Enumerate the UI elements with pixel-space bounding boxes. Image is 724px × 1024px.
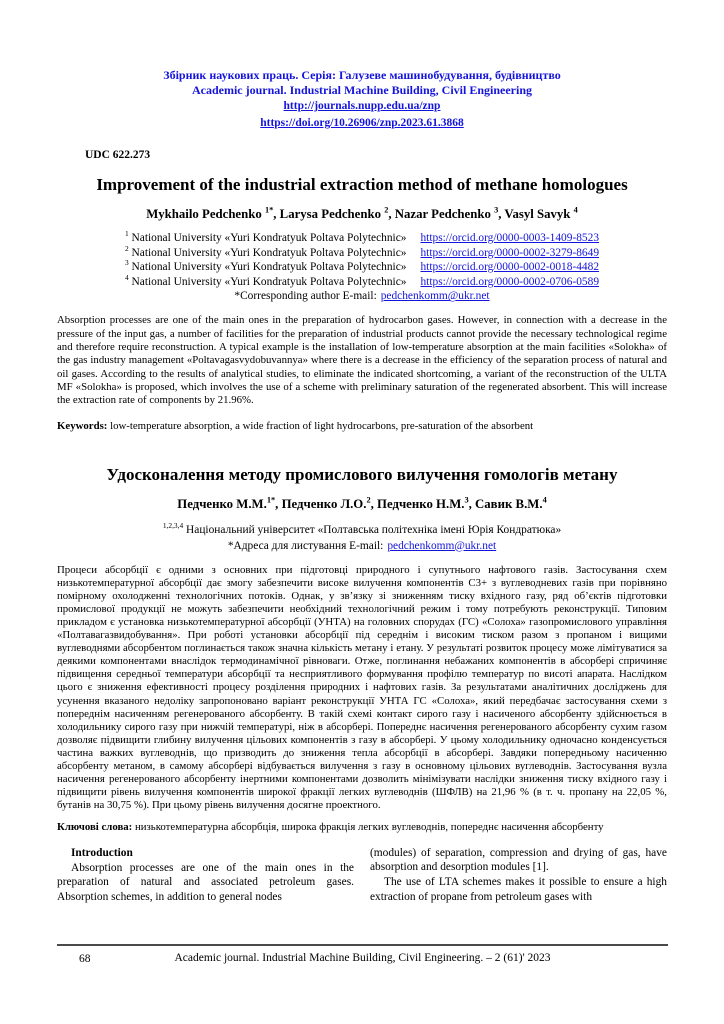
article-title-en: Improvement of the industrial extraction method of methane homologues	[96, 175, 628, 194]
author-name: Савик В.М.	[475, 497, 543, 512]
author-sup: 4	[573, 205, 578, 215]
author-sep: ,	[388, 207, 392, 221]
affiliation-sup: 2	[124, 243, 129, 253]
author-name: Педченко Н.М.	[377, 497, 465, 512]
journal-title-uk: Збірник наукових праць. Серія: Галузеве машинобудування, будівництво	[163, 68, 561, 82]
article-title-uk: Удосконалення методу промислового вилучення гомологів метану	[106, 465, 618, 485]
affiliation-uk	[57, 523, 667, 554]
affiliation-line	[57, 272, 667, 290]
author-name: Педченко Л.О.	[281, 497, 367, 512]
author-name: Педченко М.М.	[177, 497, 267, 512]
corresponding-author-en	[57, 289, 667, 304]
orcid-link[interactable]: https://orcid.org/0000-0003-1409-8523	[420, 232, 600, 244]
author-sup: 2	[366, 495, 371, 505]
affiliation-sup: 4	[124, 272, 129, 282]
keywords-en	[57, 420, 667, 433]
author-sep: ,	[275, 497, 279, 512]
corresponding-author-uk	[57, 539, 667, 554]
doi-link[interactable]: https://doi.org/10.26906/znp.2023.61.3868	[260, 117, 464, 129]
affiliation-sup: 1,2,3,4	[162, 521, 184, 531]
keywords-text: low-temperature absorption, a wide fraction of light hydrocarbons, pre-saturation of the absorbent	[110, 419, 534, 432]
author-name: Larysa Pedchenko	[279, 207, 381, 221]
affiliation-line	[57, 231, 667, 246]
journal-url-link[interactable]: http://journals.nupp.edu.ua/znp	[283, 100, 441, 112]
page-footer	[57, 944, 668, 965]
corresponding-prefix: *Corresponding author E-mail:	[234, 290, 377, 303]
orcid-link[interactable]: https://orcid.org/0000-0002-0018-4482	[420, 261, 600, 274]
section-heading-introduction: Introduction	[71, 846, 133, 859]
affiliation-text: Національний університет «Полтавська політехніка імені Юрія Кондратюка»	[186, 524, 562, 537]
body-column-left	[57, 846, 354, 905]
keywords-text: низькотемпературна абсорбція, широка фракція легких вуглеводнів, попереднє насичення абсорбенту	[134, 821, 604, 834]
affiliation-text: National University «Yuri Kondratyuk Poltava Polytechnic»	[131, 261, 407, 274]
keywords-label: Ключові слова:	[57, 821, 133, 834]
affiliation-text: National University «Yuri Kondratyuk Poltava Polytechnic»	[131, 246, 407, 259]
body-paragraph: Absorption processes are one of the main ones in the preparation of natural and associated petroleum gases. Absorption schemes, in addition to general nodes	[57, 861, 354, 904]
author-sup: 4	[542, 495, 547, 505]
affiliation-line	[57, 260, 667, 275]
orcid-link[interactable]: https://orcid.org/0000-0002-0706-0589	[420, 275, 600, 288]
body-columns	[57, 846, 667, 905]
body-paragraph: The use of LTA schemes makes it possible to ensure a high extraction of propane from petroleum gases with	[370, 876, 667, 903]
author-sup: 2	[384, 205, 389, 215]
email-link[interactable]: pedchenkomm@ukr.net	[380, 290, 490, 303]
footer-journal-line: Academic journal. Industrial Machine Building, Civil Engineering. – 2 (61)' 2023	[174, 952, 551, 964]
body-paragraph: (modules) of separation, compression and drying of gas, have absorption and desorption modules [1].	[370, 846, 667, 874]
author-sup: 1*	[264, 205, 274, 215]
author-sep: ,	[498, 207, 502, 221]
author-name: Nazar Pedchenko	[394, 207, 491, 221]
keywords-uk	[57, 821, 667, 834]
udc-code: UDC 622.273	[85, 149, 151, 161]
authors-line-uk	[57, 496, 667, 513]
affiliation-line-uk	[57, 523, 667, 539]
authors-line-en	[57, 206, 667, 223]
author-sep: ,	[370, 497, 374, 512]
body-column-right	[370, 846, 667, 905]
author-sup: 3	[494, 205, 499, 215]
journal-header	[57, 68, 667, 132]
author-name: Mykhailo Pedchenko	[146, 207, 262, 221]
author-sep: ,	[468, 497, 472, 512]
email-link[interactable]: pedchenkomm@ukr.net	[387, 539, 497, 552]
journal-title-en: Academic journal. Industrial Machine Building, Civil Engineering	[191, 83, 533, 97]
affiliation-text: National University «Yuri Kondratyuk Poltava Polytechnic»	[131, 275, 407, 288]
affiliation-sup: 1	[124, 229, 129, 239]
affiliation-line	[57, 243, 667, 261]
corresponding-prefix: *Адреса для листування E-mail:	[227, 539, 384, 552]
author-sup: 1*	[266, 495, 276, 505]
affiliation-sup: 3	[124, 258, 129, 268]
orcid-link[interactable]: https://orcid.org/0000-0002-3279-8649	[420, 246, 600, 259]
author-sep: ,	[273, 207, 277, 221]
keywords-label: Keywords:	[57, 419, 108, 432]
affiliation-text: National University «Yuri Kondratyuk Poltava Polytechnic»	[131, 232, 407, 244]
author-name: Vasyl Savyk	[504, 207, 571, 221]
abstract-uk: Процеси абсорбції є одними з основних при підготовці природного і супутнього нафтового газів. Застосування схем низькотемпературної абсорбції дає змогу забезпечити високе вилучення компонентів С3+ з вуглеводневих газів при порівняно помірному охолодженні технологічних потоків. Однак, у зв’язку зі зниженням тиску вхідного газу, ряд об’єктів підготовки промислової продукції не можуть забезпечити необхідний технологічний режим і тому потребують реконструкції. Типовим прикладом є установка низькотемпературної абсорбції (УНТА) на головних спорудах (ГС) «Солоха» газопромислового управління «Полтавагазвидобування». При роботі установки абсорбції під середнім і високим тиском разом з пропаном і вищими вуглеводнями абсорбентом поглинається також значна кількість метану і етану. У результаті розвиток процесу може лімітуватися за деякими компонентами внаслідок термодинамічної рівноваги. Отже, поглинання небажаних компонентів в абсорбері спричиняє підвищення середньої температури абсорбції та несприятливого формування профілю температур по висоті апарата. Наслідком цього є зниження ефективності процесу розділення природних і нафтових газів. За результатами аналітичних досліджень для усунення вказаного недоліку запропоновано варіант реконструкції УНТА ГС «Солоха», який передбачає застосування схеми з попереднім насиченням регенерованого абсорбенту. В такій схемі контакт сирого газу і насиченого абсорбенту здійснюється в холодильнику сирого газу при нижчій температурі, ніж в абсорбері. Попереднє насичення регенерованого абсорбенту сухим газом дозволяє підвищити глибину вилучення цільових компонентів з газу в абсорбері. У цьому холодильнику одночасно конденсується частина важких вуглеводнів, що призводить до зниження тепла абсорбції в абсорбері. Завдяки попередньому насиченню абсорбенту метаном, в самому абсорбері відбувається вилучення з газу в основному цільових вуглеводнів. Застосування вузла насичення регенерованого абсорбенту інертними компонентами дозволить мінімізувати наслідки зниження тиску вхідного газу і підвищити рівень вилучення компонентів широкої фракції легких вуглеводнів (ШФЛВ) на 21,96 % (в т. ч. пропану на 22,05 %, бутанів на 30,75 %). При цьому рівень вилучення досягне проектного.	[57, 563, 667, 812]
affiliations-en	[57, 231, 667, 304]
abstract-en: Absorption processes are one of the main ones in the preparation of hydrocarbon gases. However, in connection with a decrease in the pressure of the input gas, a number of facilities for the preparation of industrial products cannot provide the necessary technological regime and therefore require reconstruction. A typical example is the installation of low-temperature absorption at the main facilities «Solokha» of the gas industry management «Poltavagasvydobuvannya» where there is a decrease in the efficiency of the separation process of natural and oil gases. According to the results of analytical studies, to eliminate the indicated shortcoming, a variant of the reconstruction of the ULTA MF «Solokha» is proposed, which involves the use of a scheme with preliminary saturation of the regenerated absorbent. This will increase the extraction rate of components by 21.96%.	[57, 314, 667, 407]
author-sup: 3	[464, 495, 469, 505]
page-number: 68	[79, 953, 91, 965]
